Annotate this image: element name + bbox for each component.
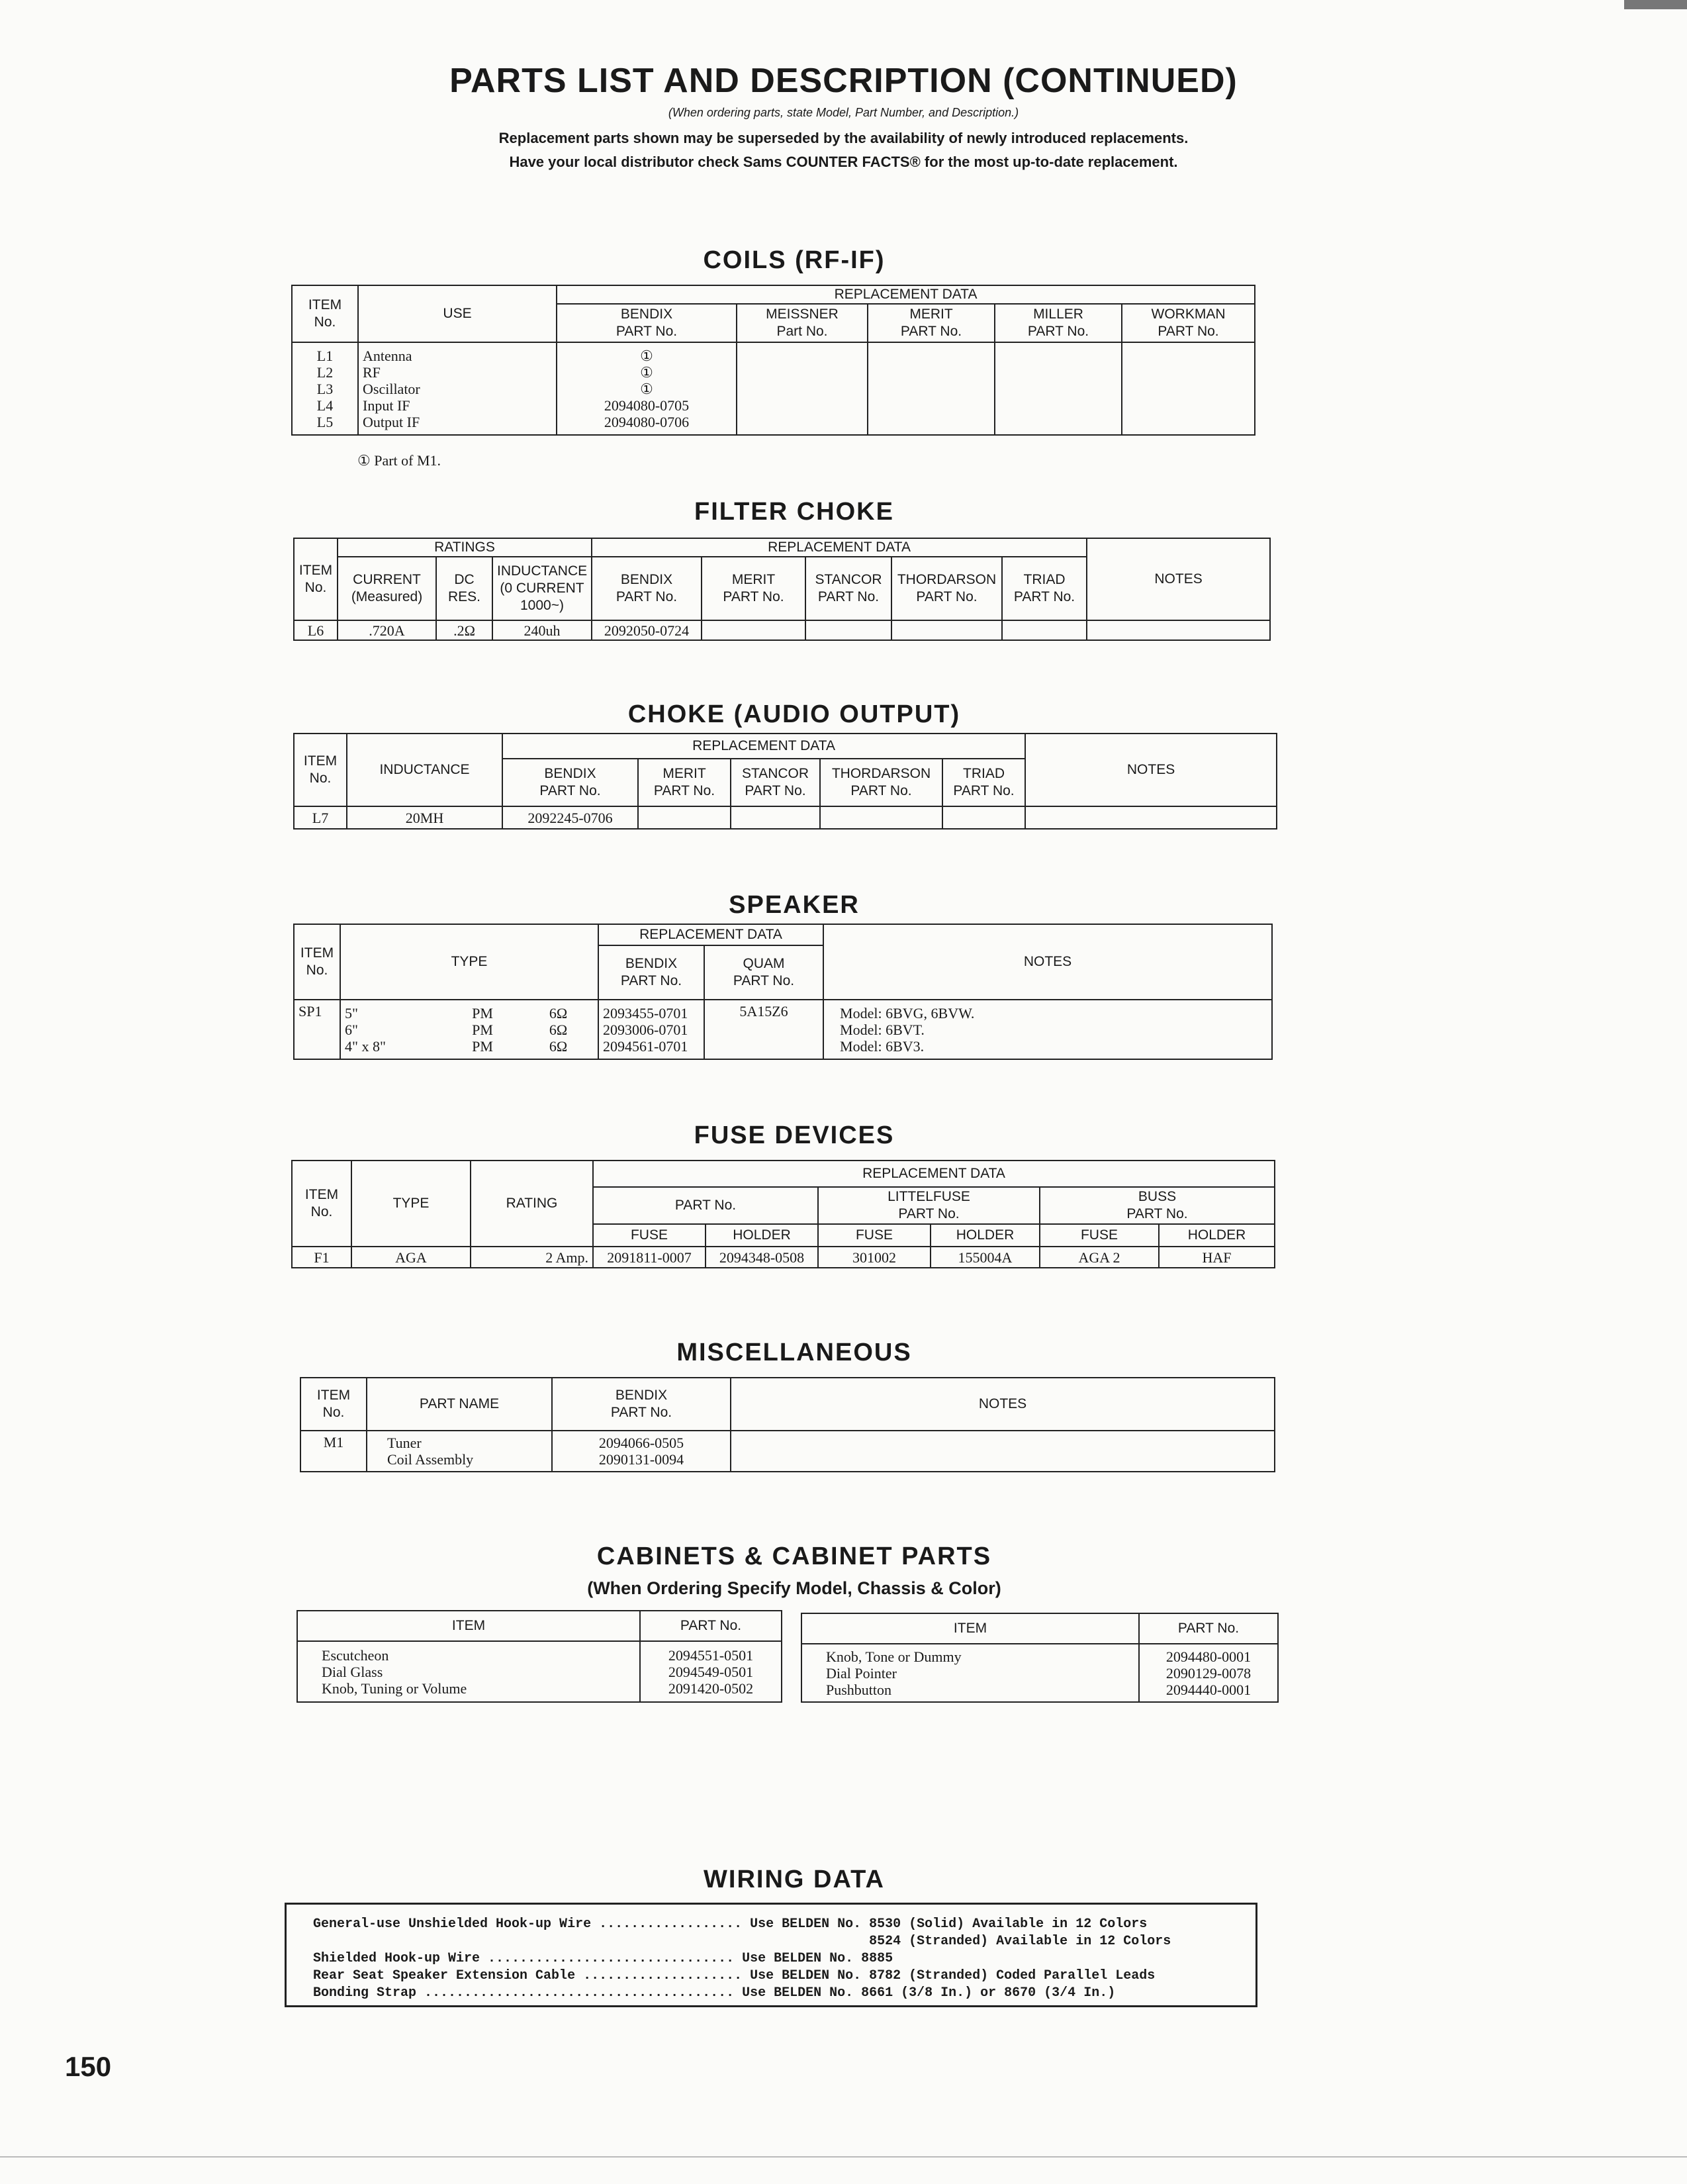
row-lf-fuse: 301002 [818, 1247, 931, 1268]
col-part-name: PART NAME [367, 1378, 552, 1431]
coil-uses: Antenna RF Oscillator Input IF Output IF [358, 342, 557, 435]
row-notes [731, 1431, 1275, 1472]
col-notes: NOTES [823, 924, 1272, 1000]
fuse-table [291, 1160, 1275, 1268]
col-inductance: INDUCTANCE [347, 734, 502, 806]
col-current: CURRENT (Measured) [338, 557, 436, 620]
row-holder: 2094348-0508 [706, 1247, 818, 1268]
col-inductance: INDUCTANCE (0 CURRENT 1000~) [492, 557, 592, 620]
audio-choke-table [293, 733, 1277, 830]
col-item: ITEM No. [292, 285, 358, 342]
misc-table [300, 1377, 1275, 1472]
row-merit [638, 806, 731, 829]
row-dc-res: .2Ω [436, 620, 492, 640]
col-item: ITEM No. [300, 1378, 367, 1431]
row-item: L7 [294, 806, 347, 829]
row-type: AGA [351, 1247, 471, 1268]
wiring-line: Bonding Strap ....................................... Use BELDEN No. 8661 (3/8 In.) or 8670 (3/4 In.) [313, 1985, 1116, 2001]
col-triad: TRIAD PART No. [1002, 557, 1087, 620]
col-rating: RATING [471, 1161, 593, 1247]
row-item: F1 [292, 1247, 351, 1268]
row-notes [1087, 620, 1270, 640]
col-quam: QUAM PART No. [704, 945, 823, 1000]
row-notes: Model: 6BVG, 6BVW. Model: 6BVT. Model: 6BV3. [823, 1000, 1272, 1059]
wiring-line: Shielded Hook-up Wire ............................... Use BELDEN No. 8885 [313, 1951, 893, 1966]
filter-choke-title: FILTER CHOKE [694, 498, 894, 526]
replacement-note-2: Have your local distributor check Sams COUNTER FACTS® for the most up-to-date replacement. [509, 154, 1178, 170]
page-number: 150 [65, 2051, 112, 2082]
cabinets-subtitle: (When Ordering Specify Model, Chassis & Color) [587, 1578, 1001, 1598]
row-impedance: 6Ω 6Ω 6Ω [519, 1000, 598, 1059]
row-triad [1002, 620, 1087, 640]
col-item: ITEM No. [294, 538, 338, 620]
col-workman: WORKMAN PART No. [1122, 304, 1255, 342]
row-bendix: 2093455-0701 2093006-0701 2094561-0701 [598, 1000, 704, 1059]
col-fuse: FUSE [593, 1224, 706, 1247]
row-current: .720A [338, 620, 436, 640]
col-use: USE [358, 285, 557, 342]
col-miller: MILLER PART No. [995, 304, 1122, 342]
row-inductance: 20MH [347, 806, 502, 829]
col-thordarson: THORDARSON PART No. [891, 557, 1002, 620]
col-merit: MERIT PART No. [702, 557, 805, 620]
row-fuse: 2091811-0007 [593, 1247, 706, 1268]
coil-bendix: ① ① ① 2094080-0705 2094080-0706 [557, 342, 737, 435]
col-buss-holder: HOLDER [1159, 1224, 1275, 1247]
row-buss-fuse: AGA 2 [1040, 1247, 1159, 1268]
col-item: ITEM [801, 1613, 1139, 1644]
cabinet-parts: 2094551-0501 2094549-0501 2091420-0502 [640, 1641, 782, 1702]
row-bendix: 2092050-0724 [592, 620, 702, 640]
col-buss-fuse: FUSE [1040, 1224, 1159, 1247]
row-buss-holder: HAF [1159, 1247, 1275, 1268]
cabinets-left-table [296, 1610, 782, 1703]
row-size: 5" 6" 4" x 8" [340, 1000, 446, 1059]
row-kind: PM PM PM [446, 1000, 519, 1059]
col-item: ITEM No. [294, 924, 340, 1000]
col-thordarson: THORDARSON PART No. [820, 759, 942, 806]
row-thordarson [820, 806, 942, 829]
col-notes: NOTES [1025, 734, 1277, 806]
col-replacement: REPLACEMENT DATA [557, 285, 1255, 304]
page-title: PARTS LIST AND DESCRIPTION (CONTINUED) [449, 62, 1238, 100]
row-quam: 5A15Z6 [704, 1000, 823, 1059]
coils-table [291, 285, 1255, 436]
col-replacement: REPLACEMENT DATA [598, 924, 823, 945]
row-bendix: 2092245-0706 [502, 806, 638, 829]
wiring-title: WIRING DATA [704, 1866, 885, 1893]
row-rating: 2 Amp. [471, 1247, 593, 1268]
col-triad: TRIAD PART No. [942, 759, 1025, 806]
speaker-table [293, 924, 1273, 1060]
col-replacement: REPLACEMENT DATA [593, 1161, 1275, 1187]
col-notes: NOTES [731, 1378, 1275, 1431]
col-dc-res: DC RES. [436, 557, 492, 620]
coil-merit-cell [868, 342, 995, 435]
cabinet-items: Escutcheon Dial Glass Knob, Tuning or Volume [297, 1641, 640, 1702]
row-triad [942, 806, 1025, 829]
filter-choke-table [293, 538, 1271, 641]
col-littelfuse: LITTELFUSE PART No. [818, 1187, 1040, 1224]
col-meissner: MEISSNER Part No. [737, 304, 868, 342]
col-item: ITEM [297, 1611, 640, 1641]
cabinets-title: CABINETS & CABINET PARTS [596, 1543, 992, 1570]
misc-title: MISCELLANEOUS [676, 1339, 912, 1366]
col-bendix: BENDIX PART No. [557, 304, 737, 342]
col-bendix: BENDIX PART No. [598, 945, 704, 1000]
row-stancor [805, 620, 891, 640]
col-lf-fuse: FUSE [818, 1224, 931, 1247]
scan-edge-mark [1624, 0, 1687, 9]
col-part-no: PART No. [1139, 1613, 1278, 1644]
row-item: M1 [300, 1431, 367, 1472]
col-holder: HOLDER [706, 1224, 818, 1247]
col-part-no: PART No. [640, 1611, 782, 1641]
coil-meissner-cell [737, 342, 868, 435]
col-replacement: REPLACEMENT DATA [502, 734, 1025, 759]
coil-miller-cell [995, 342, 1122, 435]
col-item: ITEM No. [294, 734, 347, 806]
cabinets-right-table [801, 1613, 1279, 1703]
row-item: SP1 [294, 1000, 340, 1059]
col-merit: MERIT PART No. [868, 304, 995, 342]
wiring-line: 8524 (Stranded) Available in 12 Colors [313, 1934, 1171, 1949]
wiring-box [285, 1903, 1257, 2007]
row-part-name: Tuner Coil Assembly [367, 1431, 552, 1472]
col-ratings: RATINGS [338, 538, 592, 557]
col-type: TYPE [340, 924, 598, 1000]
row-item: L6 [294, 620, 338, 640]
row-stancor [731, 806, 820, 829]
speaker-title: SPEAKER [729, 891, 860, 919]
col-bendix: BENDIX PART No. [592, 557, 702, 620]
replacement-note-1: Replacement parts shown may be superseded by the availability of newly introduced replacements. [498, 130, 1189, 146]
wiring-line: Rear Seat Speaker Extension Cable .................... Use BELDEN No. 8782 (Stranded) Coded Parallel Leads [313, 1968, 1156, 1983]
col-bendix: BENDIX PART No. [552, 1378, 731, 1431]
audio-choke-title: CHOKE (AUDIO OUTPUT) [627, 700, 961, 728]
row-thordarson [891, 620, 1002, 640]
row-inductance: 240uh [492, 620, 592, 640]
coils-title: COILS (RF-IF) [703, 246, 886, 274]
coil-workman-cell [1122, 342, 1255, 435]
fuse-title: FUSE DEVICES [694, 1121, 895, 1149]
col-replacement: REPLACEMENT DATA [592, 538, 1087, 557]
wiring-line: General-use Unshielded Hook-up Wire .................. Use BELDEN No. 8530 (Solid) Available in 12 Colors [313, 1917, 1148, 1932]
row-merit [702, 620, 805, 640]
col-notes: NOTES [1087, 538, 1270, 620]
col-bendix: BENDIX PART No. [502, 759, 638, 806]
row-notes [1025, 806, 1277, 829]
col-buss: BUSS PART No. [1040, 1187, 1275, 1224]
scan-bottom-line [0, 2156, 1687, 2158]
cabinet-items: Knob, Tone or Dummy Dial Pointer Pushbutton [801, 1644, 1139, 1702]
row-bendix: 2094066-0505 2090131-0094 [552, 1431, 731, 1472]
coils-footnote: ① Part of M1. [357, 452, 441, 469]
row-lf-holder: 155004A [931, 1247, 1040, 1268]
col-merit: MERIT PART No. [638, 759, 731, 806]
col-item: ITEM No. [292, 1161, 351, 1247]
col-part-no: PART No. [593, 1187, 818, 1224]
col-stancor: STANCOR PART No. [805, 557, 891, 620]
ordering-note: (When ordering parts, state Model, Part Number, and Description.) [668, 106, 1019, 119]
col-stancor: STANCOR PART No. [731, 759, 820, 806]
cabinet-parts: 2094480-0001 2090129-0078 2094440-0001 [1139, 1644, 1278, 1702]
col-type: TYPE [351, 1161, 471, 1247]
coil-items: L1 L2 L3 L4 L5 [292, 342, 358, 435]
col-lf-holder: HOLDER [931, 1224, 1040, 1247]
